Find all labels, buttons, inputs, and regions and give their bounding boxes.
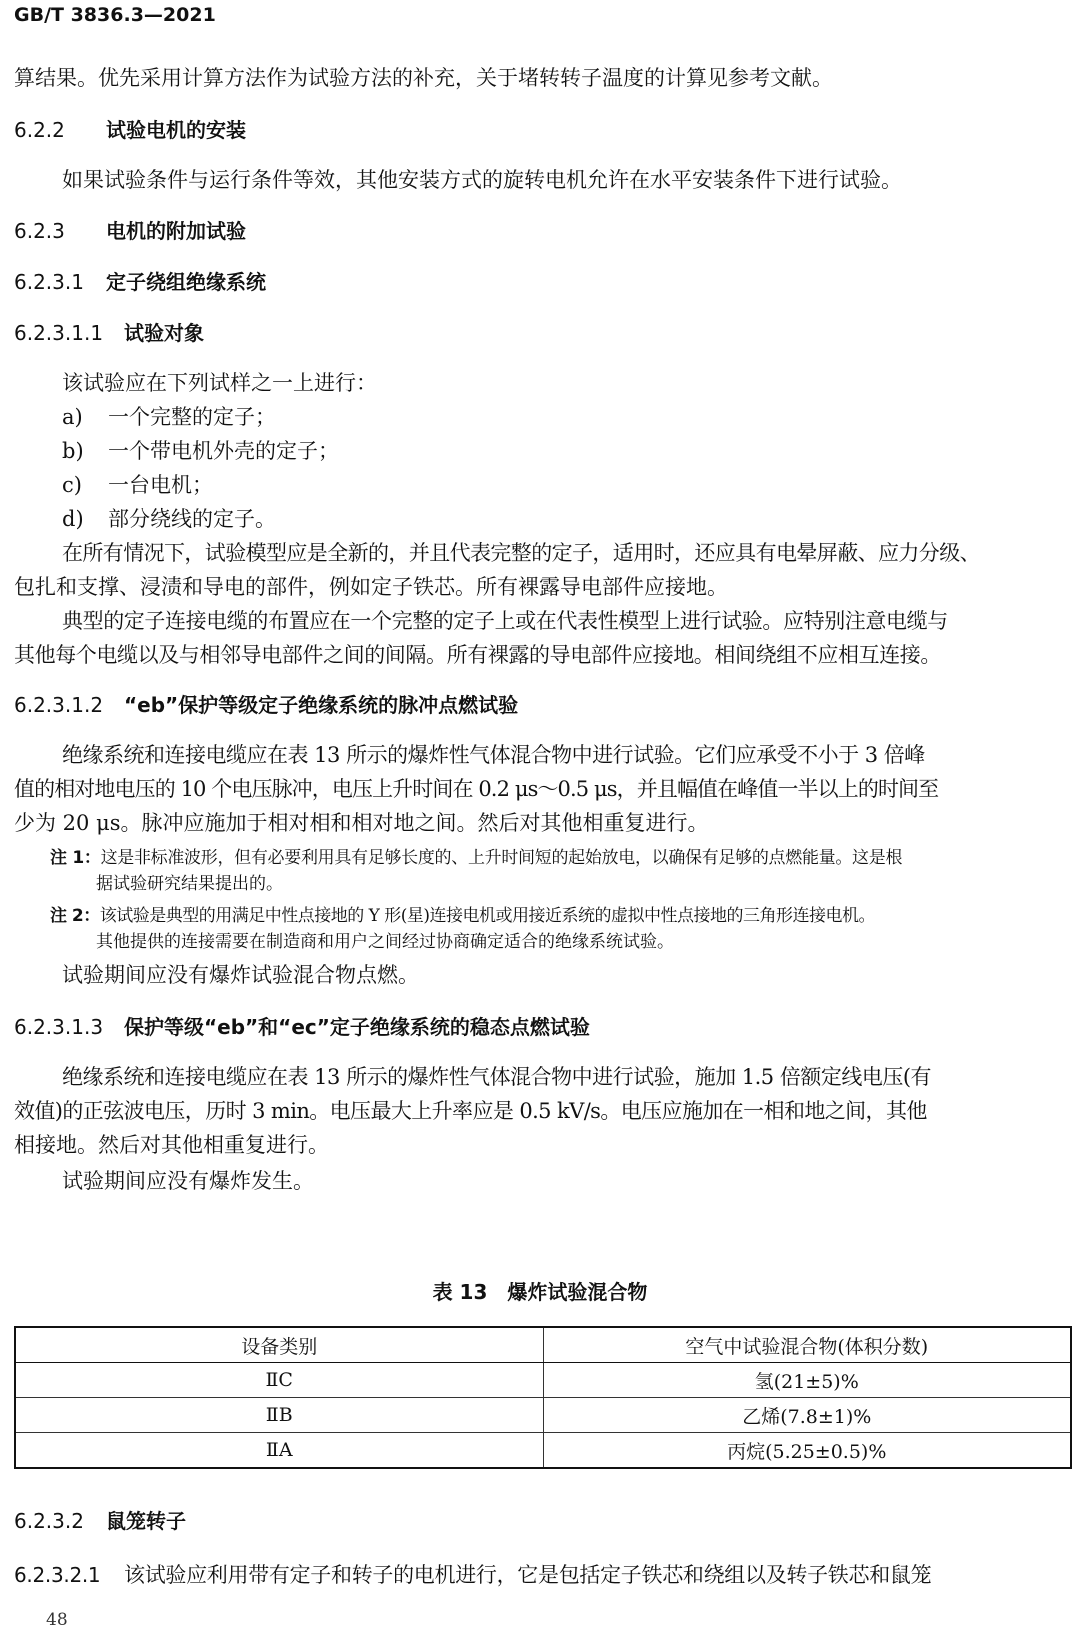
table-header-row	[15, 1327, 1071, 1363]
paragraph-line: 典型的定子连接电缆的布置应在一个完整的定子上或在代表性模型上进行试验。应特别注意电缆与	[62, 609, 948, 633]
heading-number: 6.2.2	[14, 118, 65, 142]
list-text: 一个完整的定子；	[108, 405, 276, 429]
heading-title: 定子绕组绝缘系统	[106, 270, 266, 294]
clause-6-2-3-2-1	[14, 1560, 931, 1590]
page-number: 48	[46, 1610, 68, 1630]
list-text: 部分绕线的定子。	[108, 507, 276, 531]
paragraph: 如果试验条件与运行条件等效，其他安装方式的旋转电机允许在水平安装条件下进行试验。	[62, 168, 902, 192]
clause-text: 该试验应利用带有定子和转子的电机进行，它是包括定子铁芯和绕组以及转子铁芯和鼠笼	[124, 1563, 932, 1587]
heading-6-2-3-1-3	[14, 1012, 590, 1042]
heading-title: “eb”保护等级定子绝缘系统的脉冲点燃试验	[124, 693, 519, 717]
paragraph-line: 在所有情况下，试验模型应是全新的，并且代表完整的定子，适用时，还应具有电晕屏蔽、应力分级、	[62, 541, 980, 565]
table-header-cell: 设备类别	[15, 1327, 543, 1363]
paragraph-line: 绝缘系统和连接电缆应在表 13 所示的爆炸性气体混合物中进行试验。它们应承受不小于 3 倍峰	[62, 743, 925, 767]
table-caption: 表 13 爆炸试验混合物	[432, 1280, 648, 1304]
standard-header: GB/T 3836.3—2021	[14, 4, 216, 26]
list-intro: 该试验应在下列试样之一上进行：	[62, 371, 377, 395]
list-text: 一台电机；	[108, 473, 213, 497]
paragraph-line: 绝缘系统和连接电缆应在表 13 所示的爆炸性气体混合物中进行试验，施加 1.5 倍额定线电压(有	[62, 1065, 932, 1089]
note-text: 这是非标准波形，但有必要利用具有足够长度的、上升时间短的起始放电，以确保有足够的点燃能量。这是根	[100, 848, 903, 868]
list-label: b)	[62, 439, 84, 463]
table-cell: 丙烷(5.25±0.5)%	[543, 1433, 1071, 1469]
table-cell: 乙烯(7.8±1)%	[543, 1398, 1071, 1433]
list-item	[62, 470, 213, 500]
note-1	[50, 845, 902, 871]
heading-6-2-3-1-2	[14, 690, 518, 720]
heading-6-2-3-1	[14, 267, 266, 297]
heading-number: 6.2.3.1.1	[14, 321, 104, 345]
list-item	[62, 504, 276, 534]
paragraph: 试验期间应没有爆炸发生。	[62, 1169, 314, 1193]
note-tag: 注 1：	[50, 848, 101, 868]
note-text: 该试验是典型的用满足中性点接地的 Y 形(星)连接电机或用接近系统的虚拟中性点接地的三角形连接电机。	[99, 906, 876, 926]
heading-6-2-3	[14, 216, 246, 246]
note-2	[50, 903, 875, 929]
table-header-cell: 空气中试验混合物(体积分数)	[543, 1327, 1071, 1363]
list-item	[62, 436, 339, 466]
list-text: 一个带电机外壳的定子；	[108, 439, 339, 463]
intro-line: 算结果。优先采用计算方法作为试验方法的补充，关于堵转转子温度的计算见参考文献。	[14, 66, 833, 90]
heading-number: 6.2.3	[14, 219, 65, 243]
table-row	[15, 1363, 1071, 1398]
paragraph-line: 包扎和支撑、浸渍和导电的部件，例如定子铁芯。所有裸露导电部件应接地。	[14, 575, 728, 599]
paragraph-line: 其他每个电缆以及与相邻导电部件之间的间隔。所有裸露的导电部件应接地。相间绕组不应相互连接。	[14, 643, 941, 667]
heading-title: 试验对象	[124, 321, 204, 345]
heading-6-2-3-2	[14, 1506, 186, 1536]
list-label: a)	[62, 405, 83, 429]
table-cell: ⅡB	[15, 1398, 543, 1433]
paragraph-line: 相接地。然后对其他相重复进行。	[14, 1133, 329, 1157]
heading-title: 电机的附加试验	[106, 219, 246, 243]
paragraph-line: 少为 20 μs。脉冲应施加于相对相和相对地之间。然后对其他相重复进行。	[14, 811, 709, 835]
list-label: d)	[62, 507, 84, 531]
paragraph-line: 值的相对地电压的 10 个电压脉冲，电压上升时间在 0.2 μs～0.5 μs，并且幅值在峰值一半以上的时间至	[14, 777, 939, 801]
table-cell: ⅡA	[15, 1433, 543, 1469]
list-label: c)	[62, 473, 82, 497]
paragraph-line: 效值)的正弦波电压，历时 3 min。电压最大上升率应是 0.5 kV/s。电压应施加在一相和地之间，其他	[14, 1099, 927, 1123]
note-2-continued: 其他提供的连接需要在制造商和用户之间经过协商确定适合的绝缘系统试验。	[96, 932, 674, 952]
heading-title: 鼠笼转子	[106, 1509, 186, 1533]
table-row	[15, 1398, 1071, 1433]
note-1-continued: 据试验研究结果提出的。	[96, 874, 283, 894]
heading-number: 6.2.3.1.3	[14, 1015, 104, 1039]
clause-number: 6.2.3.2.1	[14, 1563, 101, 1587]
list-item	[62, 402, 276, 432]
table-row	[15, 1433, 1071, 1469]
table-cell: ⅡC	[15, 1363, 543, 1398]
table-cell: 氢(21±5)%	[543, 1363, 1071, 1398]
heading-number: 6.2.3.1.2	[14, 693, 104, 717]
heading-title: 保护等级“eb”和“ec”定子绝缘系统的稳态点燃试验	[124, 1015, 590, 1039]
heading-title: 试验电机的安装	[106, 118, 246, 142]
paragraph: 试验期间应没有爆炸试验混合物点燃。	[62, 963, 419, 987]
note-tag: 注 2：	[50, 906, 100, 926]
mixture-table	[14, 1326, 1072, 1469]
heading-6-2-3-1-1	[14, 318, 204, 348]
heading-number: 6.2.3.1	[14, 270, 84, 294]
heading-6-2-2	[14, 115, 246, 145]
heading-number: 6.2.3.2	[14, 1509, 84, 1533]
